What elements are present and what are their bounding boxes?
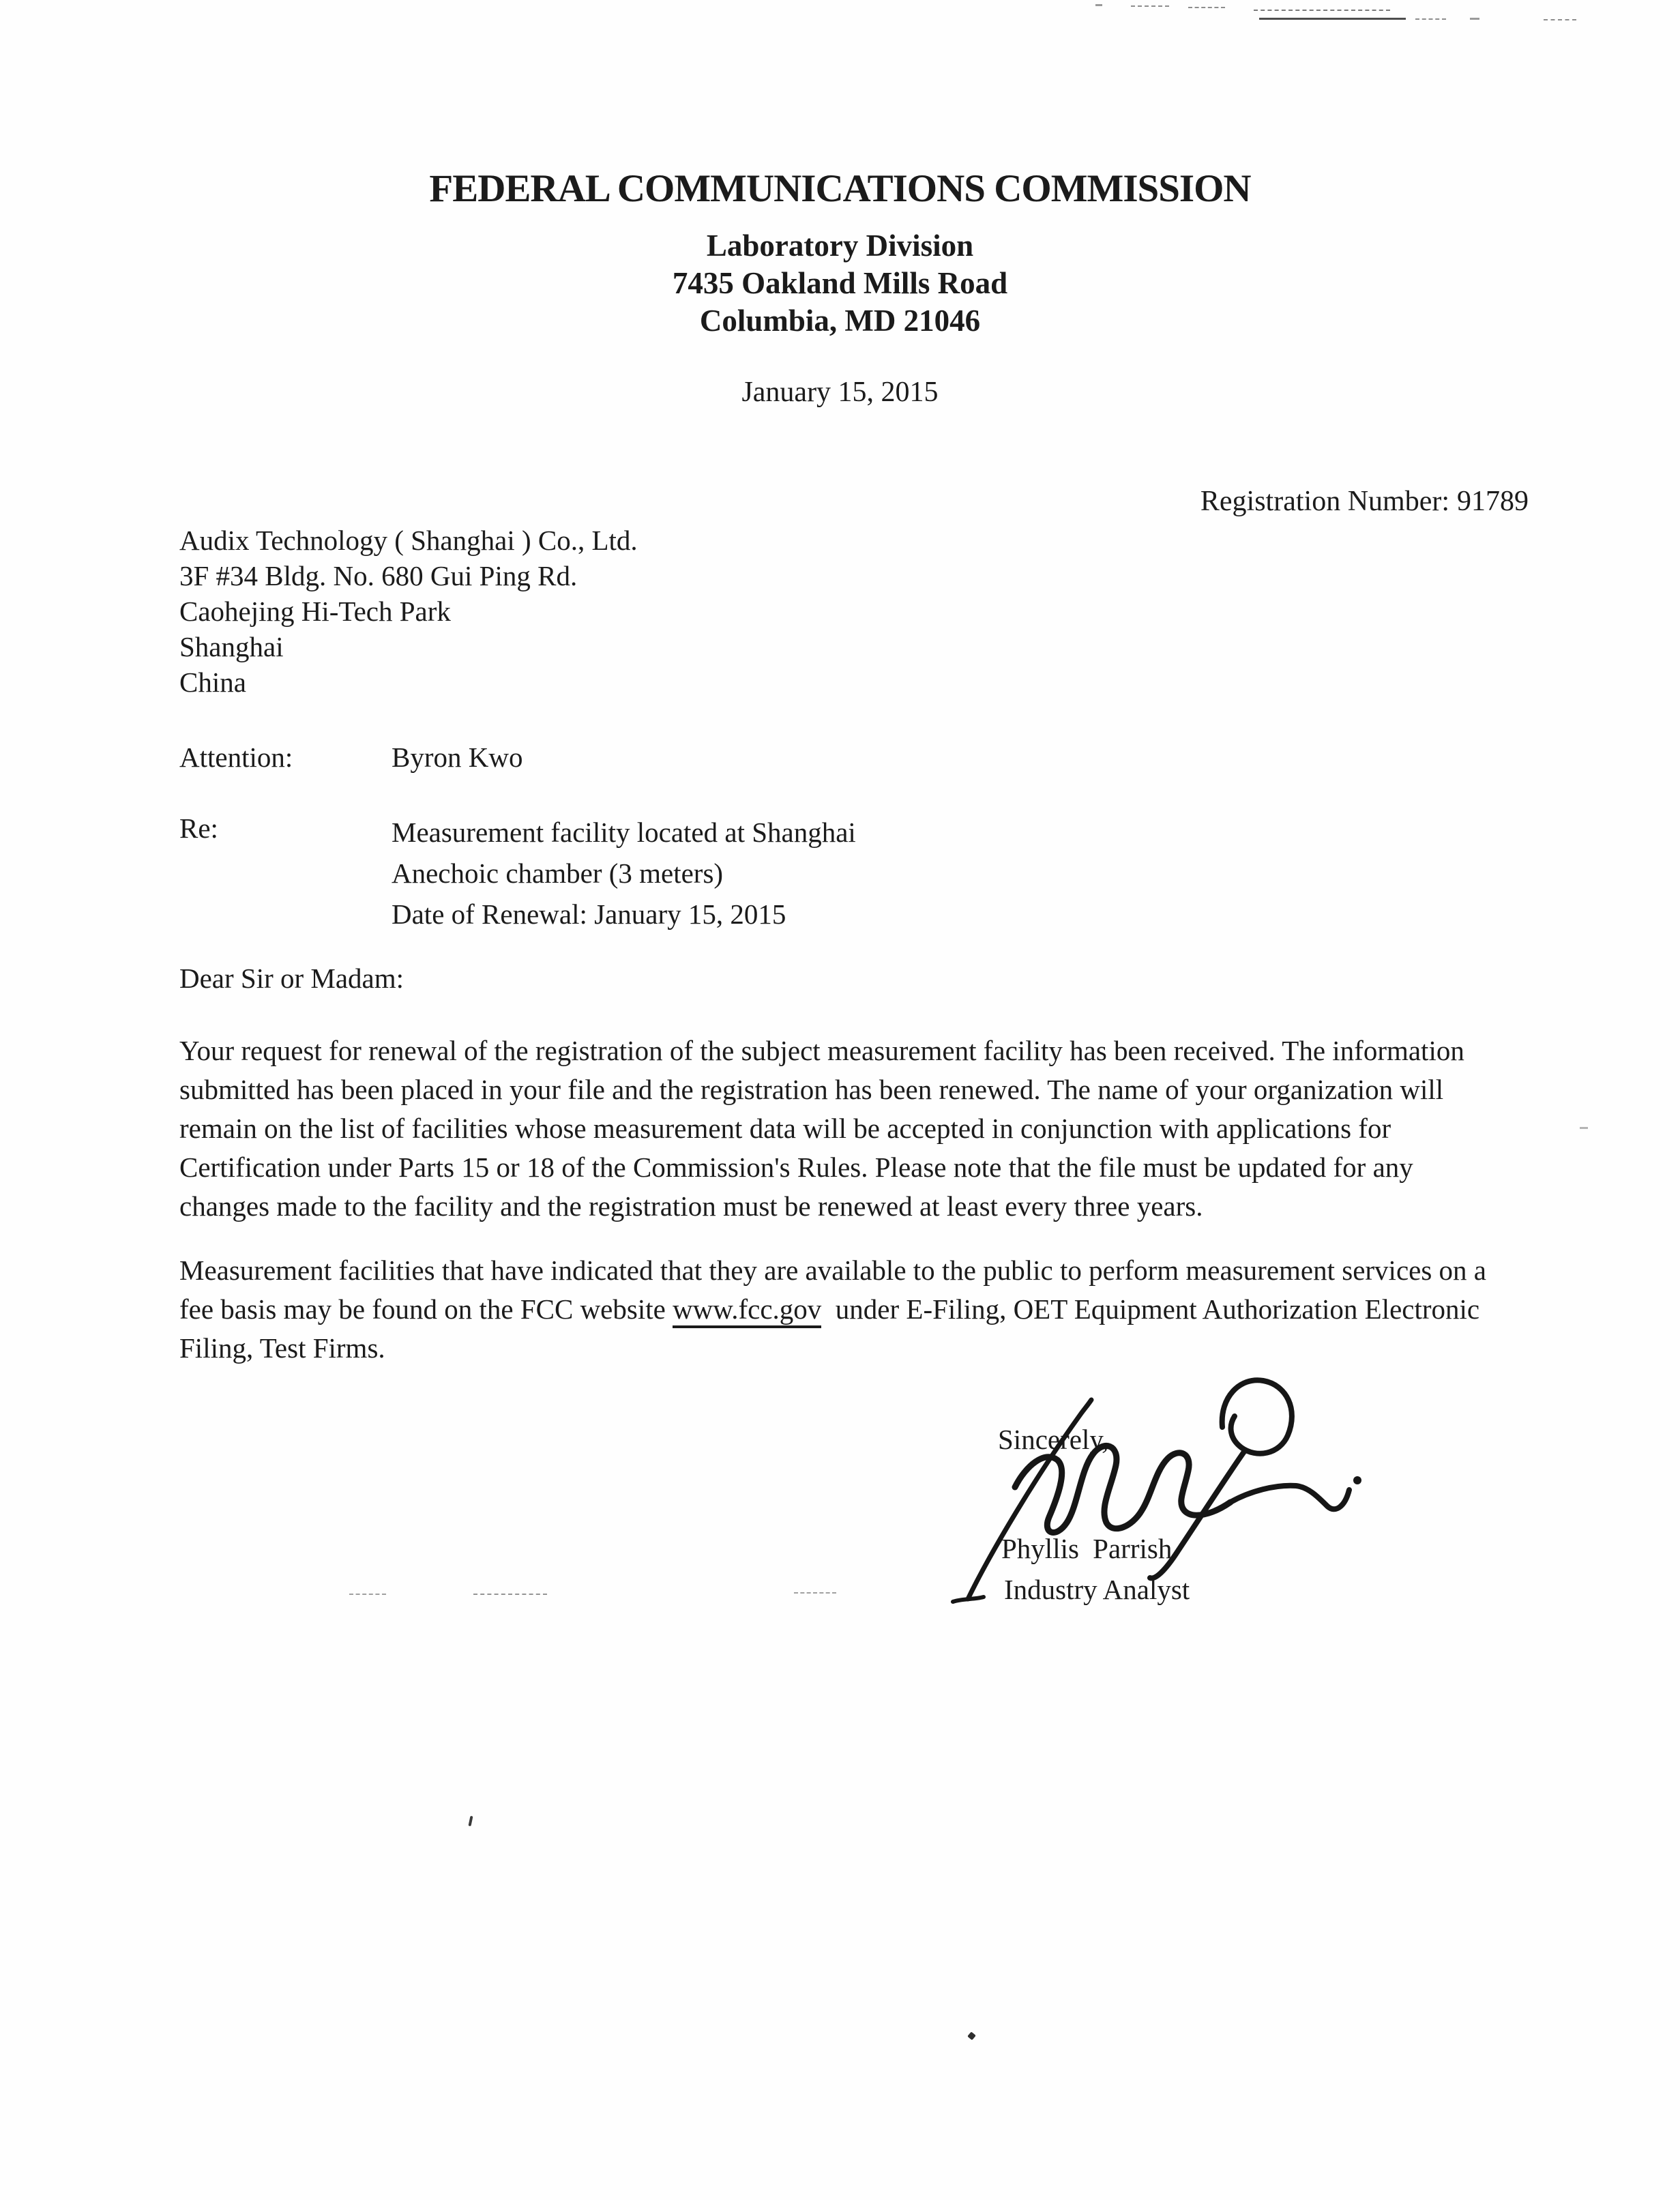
scan-artifact [1131,5,1169,7]
letterhead-street: 7435 Oakland Mills Road [672,266,1008,300]
recipient-address [179,523,638,700]
scan-artifact [1470,18,1479,20]
salutation: Dear Sir or Madam: [179,963,404,994]
letter-date: January 15, 2015 [741,377,939,408]
re-lines [392,812,856,935]
signer-name: Phyllis Parrish [1001,1533,1173,1564]
body-paragraph-2 [179,1251,1564,1368]
re-label: Re: [179,812,218,844]
letterhead-organization: FEDERAL COMMUNICATIONS COMMISSION [429,167,1251,210]
body-paragraph-1 [179,1031,1564,1226]
valediction: Sincerely, [998,1424,1109,1455]
recipient-address-line: Caohejing Hi-Tech Park [179,596,451,627]
re-line-facility: Measurement facility located at Shanghai [392,817,856,848]
body-line: Measurement facilities that have indicated that they are available to the public to perform measurement services on a [179,1255,1486,1286]
body-line: remain on the list of facilities whose measurement data will be accepted in conjunction with applications for [179,1113,1391,1144]
recipient-city: Shanghai [179,631,284,662]
registration-number-value: 91789 [1457,486,1529,517]
scan-artifact [468,1816,473,1827]
scan-artifact [794,1592,836,1594]
scan-artifact [349,1594,386,1595]
body-line [179,1290,1564,1329]
scan-artifact [1415,18,1446,20]
scan-artifact [1259,18,1406,20]
recipient-country: China [179,666,246,698]
recipient-company: Audix Technology ( Shanghai ) Co., Ltd. [179,525,638,556]
re-line-renewal-date: Date of Renewal: January 15, 2015 [392,898,786,930]
body-line: Filing, Test Firms. [179,1332,385,1364]
body-line: Certification under Parts 15 or 18 of the Commission's Rules. Please note that the file must be updated for any [179,1152,1413,1183]
scan-artifact [1188,7,1225,8]
body-line-text: under E-Filing, OET Equipment Authorization Electronic [821,1293,1480,1325]
letterhead-city-state-zip: Columbia, MD 21046 [699,304,981,338]
attention-label: Attention: [179,742,293,773]
re-line-chamber: Anechoic chamber (3 meters) [392,857,724,889]
body-line-text: fee basis may be found on the FCC website [179,1293,673,1325]
registration-number-label: Registration Number: [1200,486,1449,517]
recipient-address-line: 3F #34 Bldg. No. 680 Gui Ping Rd. [179,560,578,591]
scan-artifact [967,2032,976,2040]
re-row [179,812,856,935]
body-line: Your request for renewal of the registration of the subject measurement facility has been received. The information [179,1035,1464,1066]
signer-title: Industry Analyst [1004,1574,1190,1605]
scan-artifact [1095,4,1102,6]
scan-artifact [1544,19,1576,20]
scan-artifact [1580,1127,1588,1129]
fcc-website-link[interactable]: www.fcc.gov [673,1293,821,1328]
body-line: submitted has been placed in your file and the registration has been renewed. The name of your organization will [179,1074,1444,1105]
attention-row [179,741,522,774]
scan-artifact [473,1594,547,1595]
letterhead-division: Laboratory Division [706,229,974,263]
scan-artifact [1254,10,1390,11]
attention-value: Byron Kwo [392,742,523,773]
registration-number-line [1200,485,1529,518]
body-line: changes made to the facility and the registration must be renewed at least every three years. [179,1190,1203,1222]
